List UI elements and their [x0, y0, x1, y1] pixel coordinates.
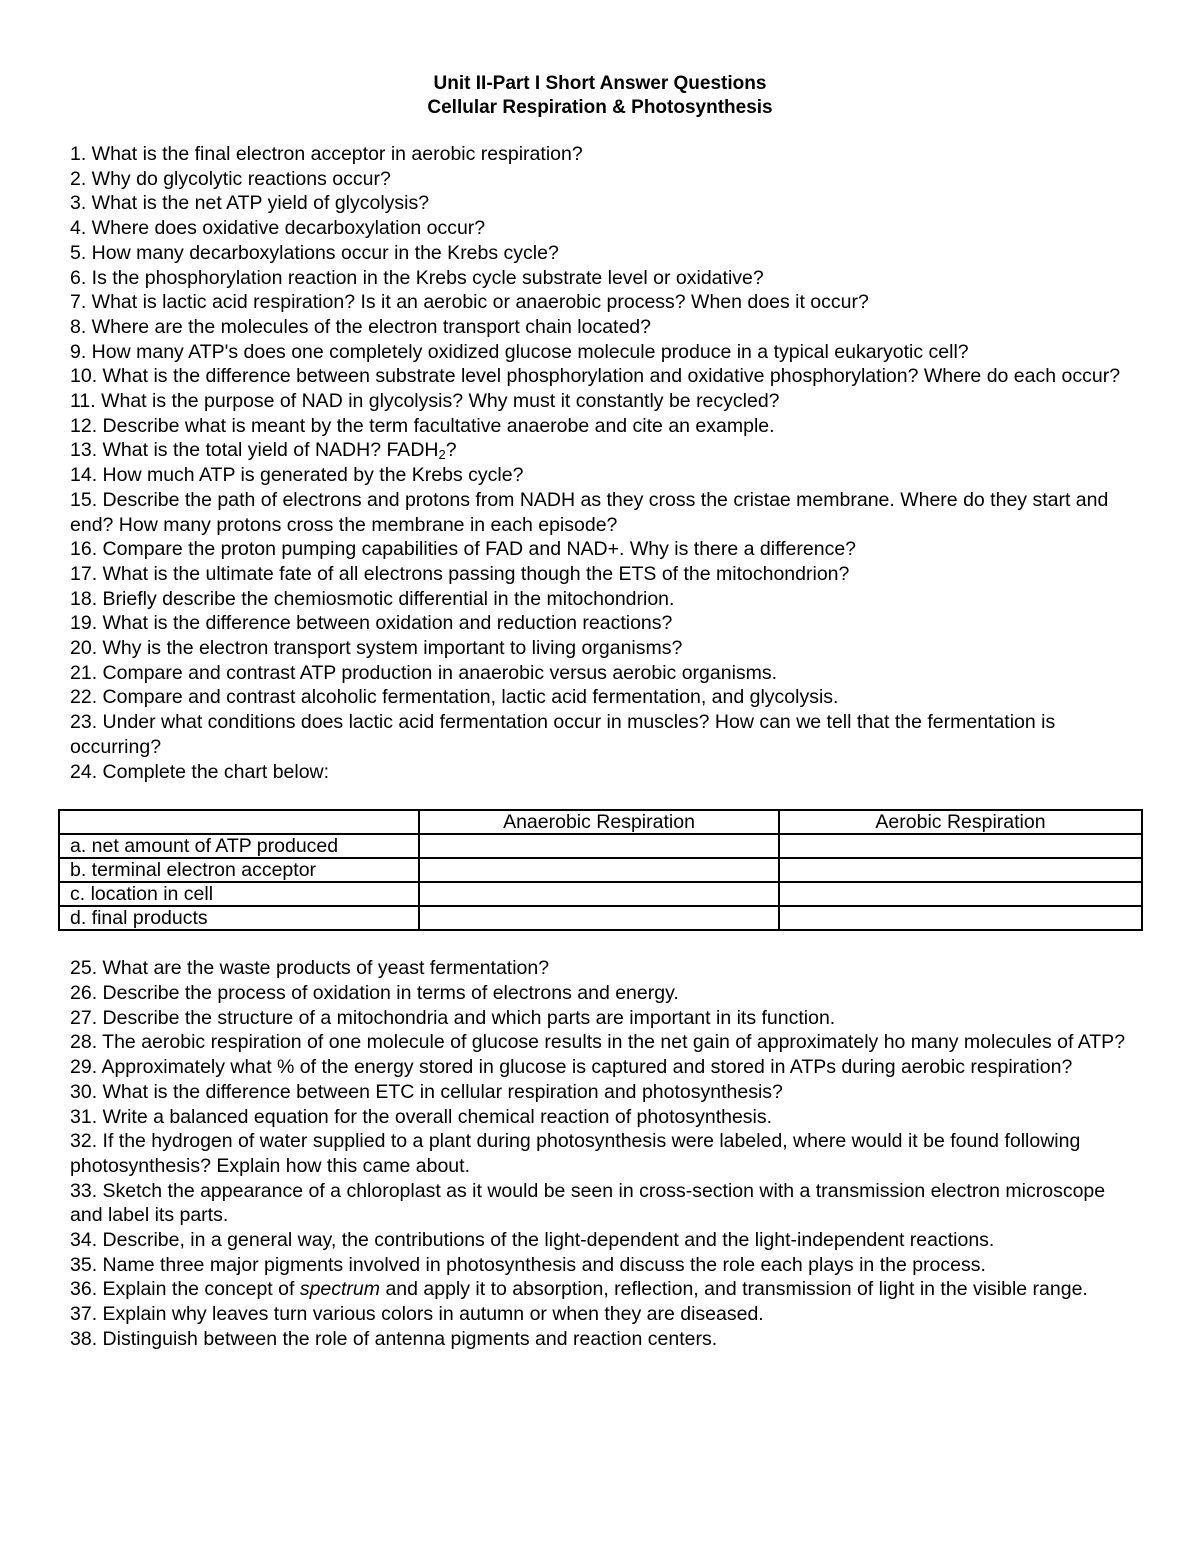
column-header-aerobic: Aerobic Respiration [779, 810, 1142, 834]
table-header-row [59, 810, 1142, 834]
question: 24. Complete the chart below: [70, 760, 330, 783]
answer-cell-aerobic[interactable] [779, 882, 1142, 906]
question: 1. What is the final electron acceptor in aerobic respiration? [70, 143, 583, 165]
row-label: a. net amount of ATP produced [59, 834, 419, 858]
row-label: d. final products [59, 906, 419, 930]
question: 18. Briefly describe the chemiosmotic differential in the mitochondrion. [70, 587, 675, 610]
table-row [59, 834, 1142, 858]
subscript-2: 2 [438, 447, 446, 463]
question: 17. What is the ultimate fate of all electrons passing though the ETS of the mitochondrion? [70, 562, 850, 585]
answer-cell-anaerobic[interactable] [419, 906, 779, 930]
table-row [59, 906, 1142, 930]
answer-cell-aerobic[interactable] [779, 834, 1142, 858]
row-label: b. terminal electron acceptor [59, 858, 419, 882]
page-subtitle: Cellular Respiration & Photosynthesis [427, 97, 773, 118]
italic-term: spectrum [299, 1278, 381, 1301]
question: 15. Describe the path of electrons and protons from NADH as they cross the cristae membrane. Where do they start and end? How many protons cross the membrane in each episode? [70, 488, 1109, 536]
table-row [59, 858, 1142, 882]
question: 32. If the hydrogen of water supplied to a plant during photosynthesis were labeled, where would it be found following photosynthesis? Explain how this came about. [70, 1130, 1081, 1177]
question: 28. The aerobic respiration of one molecule of glucose results in the net gain of approximately ho many molecules of ATP? [70, 1031, 1126, 1054]
respiration-table [58, 809, 1143, 931]
question: 5. How many decarboxylations occur in the Krebs cycle? [70, 241, 559, 264]
table-corner-cell [59, 810, 419, 834]
answer-cell-anaerobic[interactable] [419, 882, 779, 906]
question: 11. What is the purpose of NAD in glycolysis? Why must it constantly be recycled? [70, 390, 780, 413]
question: 21. Compare and contrast ATP production in anaerobic versus aerobic organisms. [70, 661, 778, 684]
question: 30. What is the difference between ETC in cellular respiration and photosynthesis? [70, 1080, 783, 1103]
question-13 [70, 438, 1130, 463]
question: 12. Describe what is meant by the term facultative anaerobe and cite an example. [70, 414, 775, 437]
question: 22. Compare and contrast alcoholic fermentation, lactic acid fermentation, and glycolysis. [70, 686, 839, 709]
question: 31. Write a balanced equation for the overall chemical reaction of photosynthesis. [70, 1105, 773, 1128]
question: 34. Describe, in a general way, the contributions of the light-dependent and the light-independent reactions. [70, 1229, 995, 1252]
document-header [70, 72, 1130, 120]
answer-cell-anaerobic[interactable] [419, 834, 779, 858]
page-title: Unit II-Part I Short Answer Questions [433, 73, 767, 94]
question: 19. What is the difference between oxidation and reduction reactions? [70, 612, 673, 635]
answer-cell-aerobic[interactable] [779, 906, 1142, 930]
question-13-text: 13. What is the total yield of NADH? FADH [70, 439, 439, 462]
question: 14. How much ATP is generated by the Krebs cycle? [70, 464, 524, 487]
question: 37. Explain why leaves turn various colors in autumn or when they are diseased. [70, 1303, 764, 1326]
question: 20. Why is the electron transport system important to living organisms? [70, 637, 683, 660]
column-header-anaerobic: Anaerobic Respiration [419, 810, 779, 834]
question: 27. Describe the structure of a mitochondria and which parts are important in its function. [70, 1006, 836, 1029]
question: 9. How many ATP's does one completely oxidized glucose molecule produce in a typical eukaryotic cell? [70, 340, 969, 363]
question: 25. What are the waste products of yeast fermentation? [70, 957, 550, 980]
question: 26. Describe the process of oxidation in terms of electrons and energy. [70, 981, 679, 1004]
answer-cell-anaerobic[interactable] [419, 858, 779, 882]
question: 33. Sketch the appearance of a chloroplast as it would be seen in cross-section with a transmission electron microscope and label its parts. [70, 1179, 1106, 1227]
question: 7. What is lactic acid respiration? Is it an aerobic or anaerobic process? When does it occur? [70, 291, 869, 314]
question: 35. Name three major pigments involved in photosynthesis and discuss the role each plays in the process. [70, 1253, 986, 1276]
question: 6. Is the phosphorylation reaction in the Krebs cycle substrate level or oxidative? [70, 266, 764, 289]
question: 4. Where does oxidative decarboxylation occur? [70, 217, 486, 240]
question: 8. Where are the molecules of the electron transport chain located? [70, 315, 651, 338]
row-label: c. location in cell [59, 882, 419, 906]
question: 23. Under what conditions does lactic acid fermentation occur in muscles? How can we tell that the fermentation is occurring? [70, 711, 1056, 758]
question-36-text: 36. Explain the concept of [70, 1278, 300, 1301]
question: 16. Compare the proton pumping capabilities of FAD and NAD+. Why is there a difference? [70, 538, 857, 561]
comparison-chart [58, 809, 1130, 931]
question: 10. What is the difference between substrate level phosphorylation and oxidative phosphorylation? Where do each occur? [70, 365, 1121, 388]
question-list-part-2 [70, 956, 1130, 1351]
question: 2. Why do glycolytic reactions occur? [70, 167, 391, 190]
question: 29. Approximately what % of the energy stored in glucose is captured and stored in ATPs during aerobic respiration? [70, 1056, 1073, 1079]
table-row [59, 882, 1142, 906]
question-list-part-1 [70, 142, 1130, 784]
question: 3. What is the net ATP yield of glycolysis? [70, 192, 430, 215]
question-13-suffix: ? [445, 439, 457, 462]
question: 38. Distinguish between the role of antenna pigments and reaction centers. [70, 1327, 718, 1350]
question-36 [70, 1277, 1130, 1302]
answer-cell-aerobic[interactable] [779, 858, 1142, 882]
question-36-suffix: and apply it to absorption, reflection, and transmission of light in the visible range. [380, 1278, 1088, 1301]
